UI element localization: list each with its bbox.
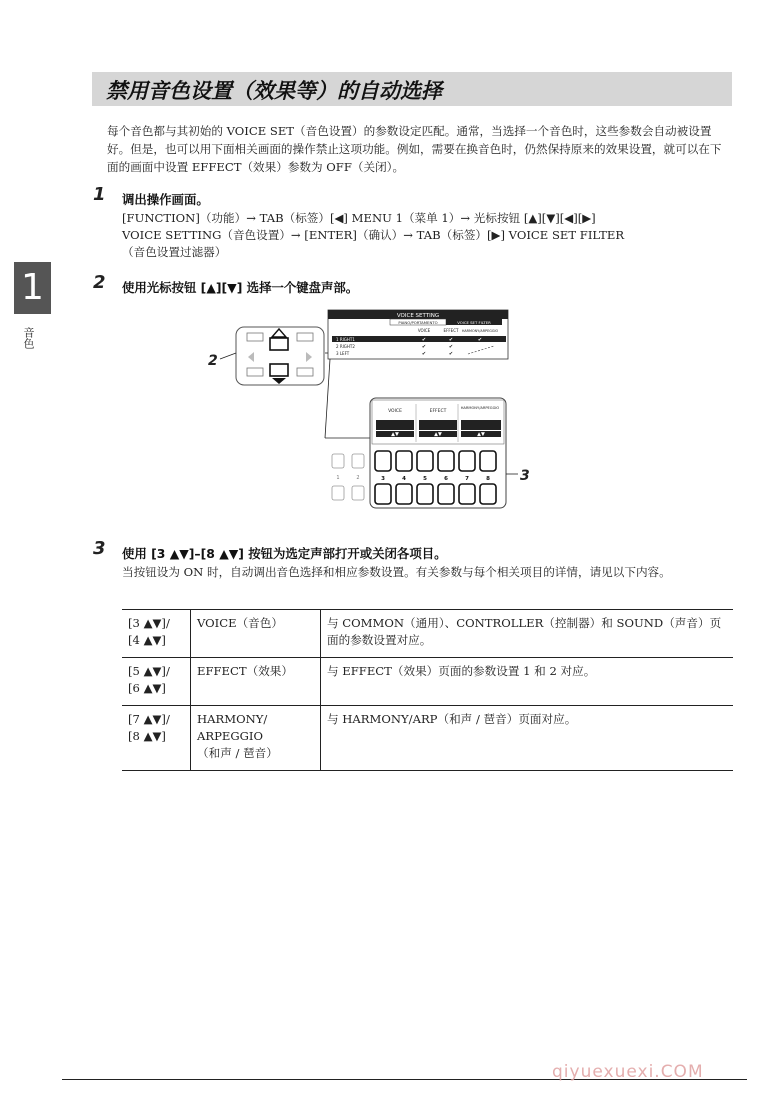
part-right2[interactable]: 2 RIGHT2 [336, 344, 355, 349]
button-number-5: 5 [423, 476, 427, 482]
cursor-down-button[interactable] [270, 364, 288, 376]
button-number-7: 7 [465, 476, 469, 482]
page-title: 禁用音色设置（效果等）的自动选择 [106, 79, 442, 103]
harmony-onoff[interactable] [461, 420, 501, 430]
table-cell-buttons: [3 ▲▼]/ [4 ▲▼] [122, 610, 191, 658]
table-cell-item: EFFECT（效果） [191, 658, 321, 706]
table-cell-item: VOICE（音色） [191, 610, 321, 658]
watermark-text: qiyuexuexi.COM [552, 1062, 704, 1082]
button-number-3: 3 [381, 476, 385, 482]
table-row [122, 706, 733, 771]
effect-onoff[interactable] [419, 420, 457, 430]
button-number-2: 2 [356, 475, 360, 481]
table-cell-desc: 与 HARMONY/ARP（和声 / 琶音）页面对应。 [321, 706, 734, 771]
check-icon: ✔ [421, 337, 427, 343]
step-1-title: 调出操作画面。 [122, 192, 209, 207]
button-number-1: 1 [336, 475, 340, 481]
chapter-tab: 1 [14, 262, 51, 314]
button-column-1[interactable] [332, 454, 344, 500]
check-icon: ✔ [421, 351, 427, 357]
step-2-title: 使用光标按钮 [▲][▼] 选择一个键盘声部。 [122, 280, 359, 295]
callout-2: 2 [208, 353, 218, 369]
button-number-4: 4 [402, 476, 406, 482]
check-icon: ✔ [421, 344, 427, 350]
zoom-col-harmony: HARMONY/ARPEGGIO [460, 406, 500, 410]
site-watermark [552, 1062, 704, 1082]
part-left[interactable]: 3 LEFT [336, 351, 350, 356]
zoom-col-effect: EFFECT [429, 409, 447, 414]
intro-paragraph: 每个音色都与其初始的 VOICE SET（音色设置）的参数设定匹配。通常，当选择一个音色时，这些参数会自动被设置好。但是，也可以用下面相关画面的操作禁止这项功能。例如，需要在换音色时，仍然保持原来的效果设置，就可以在下面的画面中设置 EFFECT（效果）参数为 OFF（关闭）。 [107, 124, 722, 174]
table-row [122, 658, 733, 706]
zoom-col-voice: VOICE [388, 409, 402, 414]
step-1-line-1: [FUNCTION]（功能）→ TAB（标签）[◀] MENU 1（菜单 1）→ 光标按钮 [▲][▼][◀][▶] [122, 211, 596, 225]
screen-title: VOICE SETTING [396, 313, 440, 319]
callout-3: 3 [520, 468, 530, 484]
table-cell-desc: 与 EFFECT（效果）页面的参数设置 1 和 2 对应。 [321, 658, 734, 706]
updown-arrows-icon: ▲▼ [391, 431, 399, 438]
col-voice: VOICE [417, 328, 431, 333]
step-3-title: 使用 [3 ▲▼]–[8 ▲▼] 按钮为选定声部打开或关闭各项目。 [122, 546, 447, 561]
voice-onoff[interactable] [376, 420, 414, 430]
step-1-line-2: VOICE SETTING（音色设置）→ [ENTER]（确认）→ TAB（标签）[▶] VOICE SET FILTER [122, 228, 625, 242]
tab-voice-set-filter[interactable]: VOICE SET FILTER [457, 320, 491, 325]
cursor-up-button[interactable] [270, 338, 288, 350]
table-cell-item: HARMONY/ ARPEGGIO （和声 / 琶音） [191, 706, 321, 771]
step-1-line-3: （音色设置过滤器） [122, 245, 227, 259]
check-icon: ✔ [448, 344, 454, 350]
check-icon: ✔ [448, 337, 454, 343]
panel-diagram [200, 308, 540, 514]
table-cell-desc: 与 COMMON（通用）、CONTROLLER（控制器）和 SOUND（声音）页面的参数设置对应。 [321, 610, 734, 658]
title-bar [92, 72, 732, 106]
lcd-screen [328, 310, 508, 359]
check-icon: ✔ [448, 351, 454, 357]
step-3-number: 3 [93, 538, 106, 559]
step-1-number: 1 [93, 184, 106, 205]
table-cell-buttons: [7 ▲▼]/ [8 ▲▼] [122, 706, 191, 771]
col-harmony: HARMONY/ARPEGGIO [461, 329, 499, 333]
button-column-2[interactable] [352, 454, 364, 500]
button-number-8: 8 [486, 476, 490, 482]
settings-table [122, 609, 733, 771]
updown-arrows-icon: ▲▼ [434, 431, 442, 438]
cursor-button-cluster [236, 327, 324, 385]
check-icon: ✔ [477, 337, 483, 343]
table-cell-buttons: [5 ▲▼]/ [6 ▲▼] [122, 658, 191, 706]
step-2-number: 2 [93, 272, 106, 293]
table-row [122, 610, 733, 658]
button-number-6: 6 [444, 476, 448, 482]
col-effect: EFFECT [443, 328, 459, 333]
chapter-label: 音色 [22, 327, 35, 349]
part-right1[interactable]: 1 RIGHT1 [336, 337, 355, 342]
step-3-body: 当按钮设为 ON 时，自动调出音色选择和相应参数设置。有关参数与每个相关项目的详情，请见以下内容。 [122, 565, 671, 579]
updown-arrows-icon: ▲▼ [477, 431, 485, 438]
tab-piano-portamento[interactable]: PIANO/PORTAMENTO [398, 320, 438, 325]
